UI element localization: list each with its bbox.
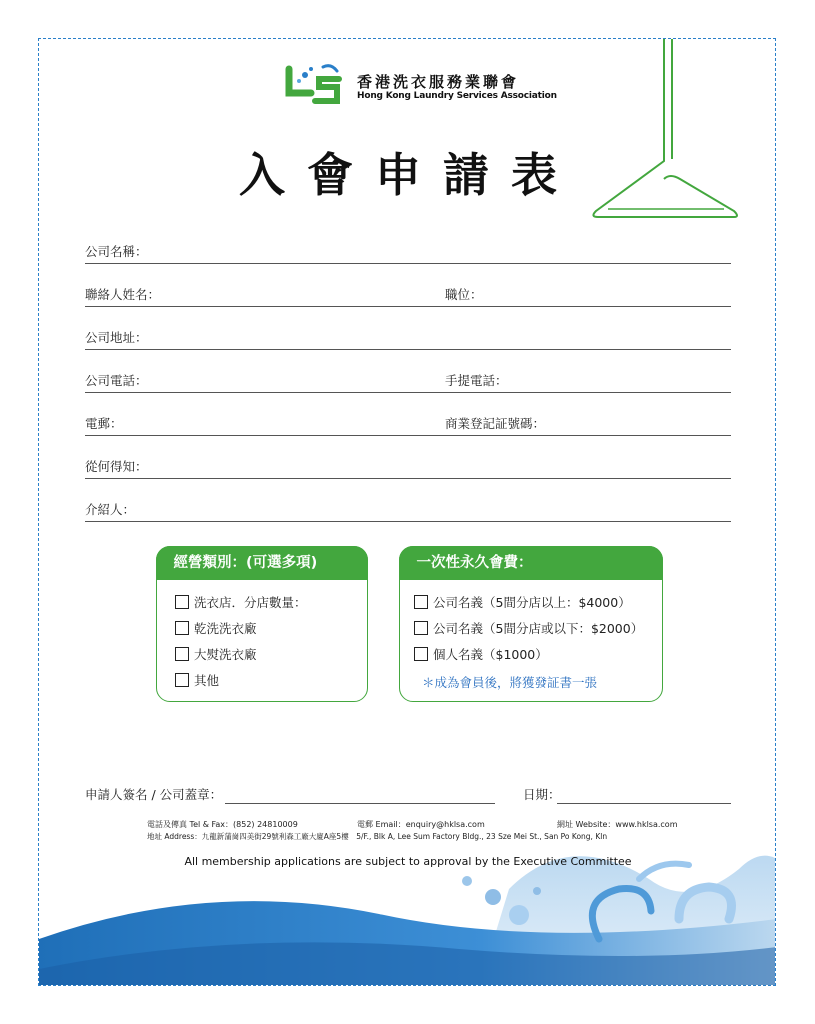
checkbox[interactable]	[414, 647, 428, 661]
signature-label: 申請人簽名 / 公司蓋章：	[85, 787, 223, 802]
org-name-english: Hong Kong Laundry Services Association	[357, 91, 557, 101]
company-address-label: 公司地址：	[85, 330, 148, 345]
business-type-option[interactable]: 大熨洗衣廠	[175, 645, 257, 663]
business-type-heading: 經營類別：(可選多項)	[156, 546, 368, 580]
company-name-field[interactable]	[85, 239, 731, 264]
position-label: 職位：	[445, 287, 483, 302]
email-br-row	[85, 411, 731, 436]
business-type-option[interactable]: 乾洗洗衣廠	[175, 619, 257, 637]
membership-fee-heading: 一次性永久會費：	[399, 546, 663, 580]
membership-fee-box	[399, 546, 663, 702]
date-label: 日期：	[523, 787, 561, 802]
introducer-label: 介紹人：	[85, 502, 136, 517]
approval-note: All membership applications are subject to approval by the Executive Committee	[184, 855, 632, 868]
checkbox[interactable]	[175, 595, 189, 609]
website-text: 網址 Website：www.hklsa.com	[557, 820, 678, 829]
date-line[interactable]	[557, 803, 731, 804]
referral-source-field[interactable]	[85, 454, 731, 479]
membership-fee-option[interactable]: 公司名義（5間分店以上：$4000）	[414, 593, 631, 611]
contact-position-row	[85, 282, 731, 307]
checkbox[interactable]	[175, 673, 189, 687]
business-type-box	[156, 546, 368, 702]
signature-line[interactable]	[225, 803, 495, 804]
business-type-option[interactable]: 其他	[175, 671, 219, 689]
certificate-note: ＊成為會員後，將獲發証書一張	[422, 675, 598, 690]
company-address-field[interactable]	[85, 325, 731, 350]
checkbox[interactable]	[175, 621, 189, 635]
hanger-icon	[584, 39, 744, 229]
checkbox[interactable]	[414, 595, 428, 609]
address-text: 地址 Address：九龍新蒲崗四美街29號利森工廠大廈A座5樓 5/F., Blk A, Lee Sum Factory Bldg., 23 Sze Mei St., San Po Kong, Kln	[147, 832, 608, 841]
membership-fee-option[interactable]: 公司名義（5間分店或以下：$2000）	[414, 619, 643, 637]
wave-decoration	[39, 819, 776, 986]
checkbox[interactable]	[414, 621, 428, 635]
email-text: 電郵 Email：enquiry@hklsa.com	[357, 820, 485, 829]
introducer-field[interactable]	[85, 497, 731, 522]
application-form-page	[38, 38, 776, 986]
org-name-chinese: 香港洗衣服務業聯會	[357, 73, 520, 91]
phone-row	[85, 368, 731, 393]
business-type-option[interactable]: 洗衣店．分店數量：	[175, 593, 307, 611]
form-title: 入會申請表	[239, 148, 579, 202]
checkbox[interactable]	[175, 647, 189, 661]
association-logo	[285, 63, 345, 107]
contact-person-label: 聯絡人姓名：	[85, 287, 161, 302]
br-number-label: 商業登記証號碼：	[445, 416, 546, 431]
membership-fee-option[interactable]: 個人名義（$1000）	[414, 645, 548, 663]
company-phone-label: 公司電話：	[85, 373, 148, 388]
referral-source-label: 從何得知：	[85, 459, 148, 474]
company-name-label: 公司名稱：	[85, 244, 148, 259]
email-label: 電郵：	[85, 416, 123, 431]
mobile-phone-label: 手提電話：	[445, 373, 508, 388]
tel-fax-text: 電話及傳真 Tel & Fax：(852) 24810009	[147, 820, 298, 829]
